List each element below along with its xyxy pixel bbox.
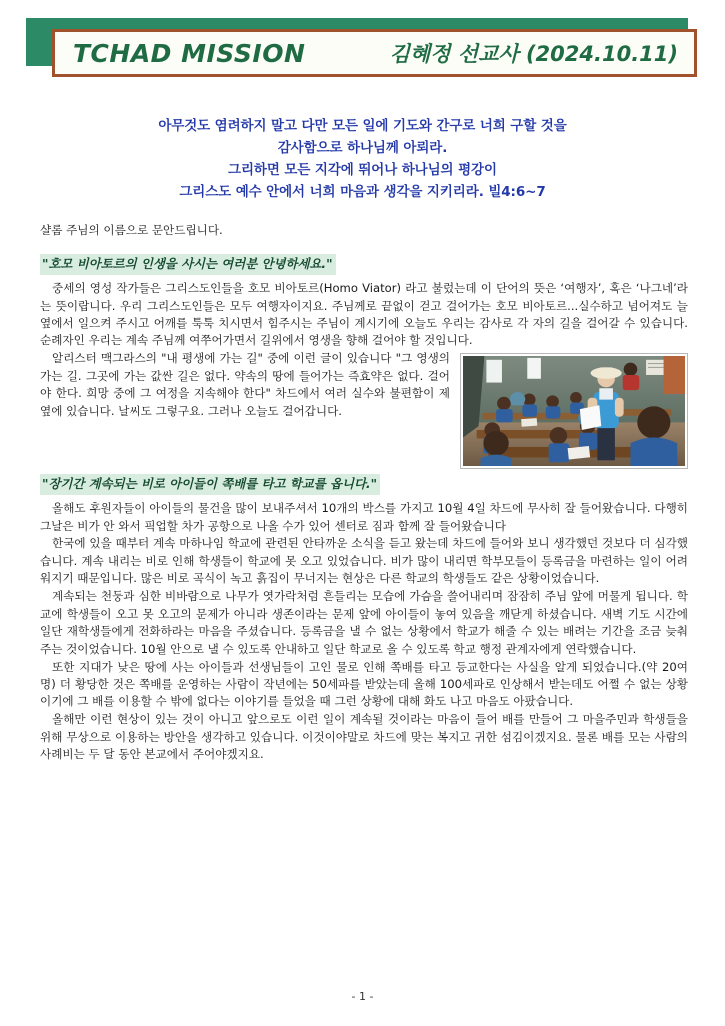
scripture-line-2: 감사함으로 하나님께 아뢰라. — [277, 139, 448, 156]
paragraph: 올해도 후원자들이 아이들의 물건을 많이 보내주셔서 10개의 박스를 가지고 10월 4일 차드에 무사히 잘 들어왔습니다. 다행히 그날은 비가 안 와서 픽업할 차가 공항으로 나올 수가 있어 센터로 짐과 함께 잘 들어왔습니다 — [40, 501, 688, 533]
paragraph: 중세의 영성 작가들은 그리스도인들을 호모 비아토르(Homo Viator) 라고 불렀는데 이 단어의 뜻은 ‘여행자’, 혹은 ‘나그네’라는 뜻이랍니다. 우리 그리스도인들은 모두 여행자이지요. 주님께로 끝없이 걷고 걸어가는 호모 비아토르...실수하고 넘어져도 늘 옆에서 일으켜 주시고 어깨를 툭툭 치시면서 힘주시는 주님이 계시기에 오늘도 우리는 감사로 각 자의 길을 걸어갈 수 있습니다. 순례자인 우리는 계속 주님께 여쭈어가면서 길위에서 영생을 향해 걸어야 할 것입니다. — [40, 281, 688, 348]
paragraph: 알리스터 맥그라스의 "내 평생에 가는 길" 중에 이런 글이 있습니다 "그 영생의 가는 길. 그곳에 가는 값싼 길은 없다. 약속의 땅에 들어가는 즉효약은 없다. 걸어야 한다. 희망 중에 그 여정을 지속해야 한다" 차드에서 여러 실수와 불편함이 제옆에 있습니다. 날씨도 그렇구요. 그러나 오늘도 걸어갑니다. — [40, 351, 450, 418]
header-title-box — [52, 29, 697, 77]
paragraph: 또한 지대가 낮은 땅에 사는 아이들과 선생님들이 고인 물로 인해 쪽배를 타고 등교한다는 사실을 알게 되었습니다.(약 20여 명) 더 황당한 것은 쪽배를 운영하는 사람이 작년에는 50세파를 받았는데 올해 100세파로 인상해서 받는데도 어쩔 수 없는 상황이기에 그 배를 이용할 수 밖에 없다는 이야기를 들었을 때 그런 상황에 대해 화도 나고 마음도 아팠습니다. — [40, 659, 688, 709]
scripture-line-3: 그리하면 모든 지각에 뛰어나 하나님의 평강이 — [228, 161, 497, 178]
scripture-quote — [40, 116, 685, 203]
header-byline: 김혜정 선교사 (2024.10.11) — [389, 42, 678, 66]
classroom-photo-frame — [460, 353, 688, 469]
section-heading-1: "호모 비아토르의 인생을 사시는 여러분 안녕하세요." — [40, 254, 336, 275]
page-number: - 1 - — [351, 990, 374, 1003]
classroom-photo-illustration — [463, 356, 685, 466]
page-title: TCHAD MISSION — [73, 38, 306, 68]
scripture-line-1: 아무것도 염려하지 말고 다만 모든 일에 기도와 간구로 너희 구할 것을 — [158, 118, 567, 134]
paragraph: 올해만 이런 현상이 있는 것이 아니고 앞으로도 이런 일이 계속될 것이라는 마음이 들어 배를 만들어 그 마을주민과 학생들을 위해 무상으로 이용하는 방안을 생각하고 있습니다. 이것이야말로 차드에 맞는 복지고 귀한 섬김이겠지요. 물론 배를 모는 사람의 사례비는 두 달 동안 본교에서 주어야겠지요. — [40, 712, 688, 762]
scripture-line-4: 그리스도 예수 안에서 너희 마음과 생각을 지키리라. 빌4:6~7 — [179, 183, 546, 200]
greeting-line: 샬롬 주님의 이름으로 문안드립니다. — [40, 223, 223, 237]
section-heading-2: "장기간 계속되는 비로 아이들이 쪽배를 타고 학교를 옵니다." — [40, 474, 380, 495]
classroom-photo — [463, 356, 685, 466]
document-body — [40, 222, 688, 764]
paragraph: 한국에 있을 때부터 계속 마하나임 학교에 관련된 안타까운 소식을 듣고 왔는데 차드에 들어와 보니 생각했던 것보다 더 심각했습니다. 계속 내리는 비로 인해 학생들이 학교에 못 오고 있었습니다. 비가 많이 내리면 학부모들이 등록금을 마련하는 일이 어려워지기 때문입니다. 많은 비로 곡식이 녹고 흙집이 무너지는 현상은 다른 학교의 학생들도 같은 상황이었습니다. — [40, 536, 688, 586]
paragraph: 계속되는 천둥과 심한 비바람으로 나무가 엿가락처럼 흔들리는 모습에 가슴을 쓸어내리며 잠잠히 주님 앞에 머물게 됩니다. 학교에 학생들이 오고 못 오고의 문제가 아니라 생존이라는 문제 앞에 아이들이 놓여 있음을 깨닫게 하셨습니다. 새벽 기도 시간에 일단 재학생들에게 전화하라는 마음을 주셨습니다. 등록금을 낼 수 없는 상황에서 학교가 해줄 수 있는 배려는 기간을 조금 늦춰주는 것이었습니다. 10월 안으로 낼 수 있도록 안내하고 일단 학교로 올 수 있도록 학교 행정 관계자에게 연락했습니다. — [40, 589, 688, 656]
document-header — [0, 0, 725, 104]
